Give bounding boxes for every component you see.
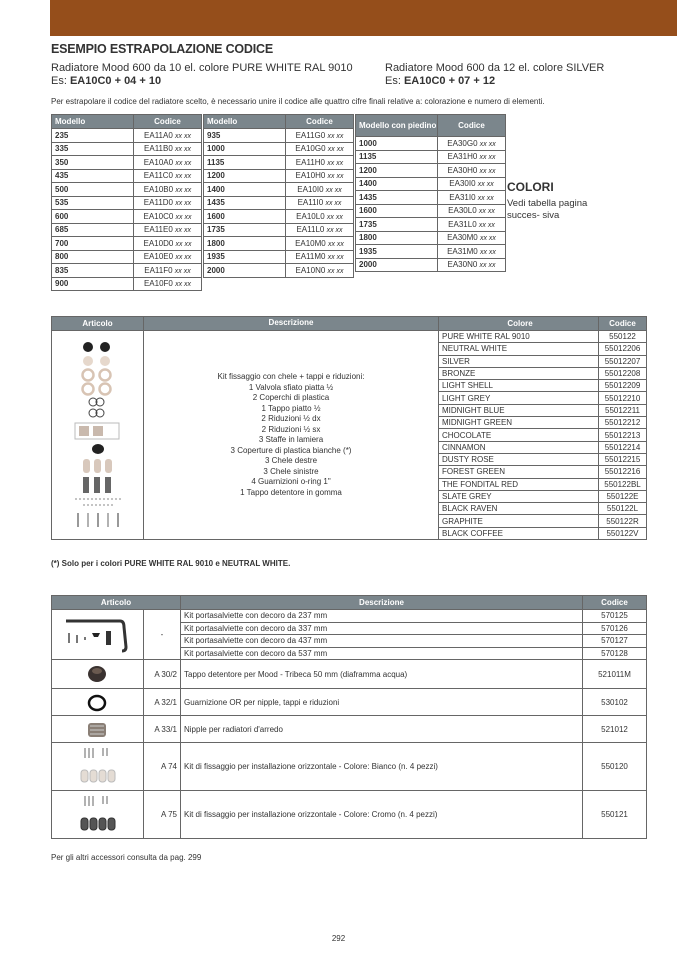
color-code: 55012215 [599, 453, 647, 465]
code-suffix: xx xx [327, 173, 344, 181]
code-suffix: xx xx [175, 227, 191, 235]
code-suffix: xx xx [479, 235, 496, 243]
description: Guarnizione OR per nipple, tappi e riduzioni [181, 689, 583, 716]
code-value: EA10G0 [295, 144, 326, 154]
code-cell [286, 264, 354, 278]
code-cell [134, 210, 202, 224]
col-header-desc: Descrizione [144, 317, 439, 331]
code-cell [438, 204, 506, 218]
code-cell [438, 164, 506, 178]
color-name: FOREST GREEN [439, 466, 599, 478]
col-header-codice: Codice [583, 596, 647, 610]
code-value: EA30I0 [449, 179, 476, 189]
code: 550121 [583, 791, 647, 839]
table-row [204, 210, 354, 224]
table-row [204, 223, 354, 237]
model-cell: 1735 [204, 223, 286, 237]
code-suffix: xx xx [325, 186, 342, 194]
description: Kit portasalviette con decoro da 337 mm [181, 622, 583, 635]
description: Kit di fissaggio per installazione orizzontale - Colore: Cromo (n. 4 pezzi) [181, 791, 583, 839]
table-row [204, 169, 354, 183]
model-cell: 1435 [204, 196, 286, 210]
example-1-text: Radiatore Mood 600 da 10 el. colore PURE WHITE RAL 9010 [51, 62, 353, 74]
color-code: 550122L [599, 503, 647, 515]
model-cell: 335 [52, 142, 134, 156]
code-suffix: xx xx [175, 281, 192, 289]
code-cell [438, 218, 506, 232]
example-2-prefix: Es: [385, 75, 404, 87]
code-suffix: xx xx [327, 146, 344, 154]
example-1-prefix: Es: [51, 75, 70, 87]
description: Kit portasalviette con decoro da 537 mm [181, 647, 583, 660]
code-cell [134, 237, 202, 251]
towel-rail-image-cell [52, 610, 144, 660]
table-row [356, 258, 506, 272]
code-value: EA11B0 [144, 144, 173, 154]
code-suffix: xx xx [175, 186, 192, 194]
code-value: EA10H0 [295, 171, 326, 181]
code-value: EA10F0 [143, 279, 173, 289]
table-row [52, 210, 202, 224]
model-cell: 1800 [356, 231, 438, 245]
code-suffix: xx xx [479, 248, 496, 256]
color-code: 550122 [599, 331, 647, 343]
table-row [52, 142, 202, 156]
code-cell [438, 150, 506, 164]
colori-text: Vedi tabella pagina succes- siva [507, 198, 588, 221]
color-code: 550122BL [599, 478, 647, 490]
description-line: 1 Valvola sfiato piatta ½ [248, 382, 334, 392]
color-name: BLACK COFFEE [439, 527, 599, 539]
col-header-codice: Codice [134, 115, 202, 129]
code-value: EA11I0 [297, 198, 324, 208]
description-line: 1 Tappo detentore in gomma [240, 487, 342, 497]
article-image-cell [52, 689, 144, 716]
model-cell: 800 [52, 250, 134, 264]
table-row [52, 196, 202, 210]
table-row [52, 689, 647, 716]
code-cell [286, 250, 354, 264]
code-suffix: xx xx [175, 200, 192, 208]
color-code: 550122V [599, 527, 647, 539]
code-value: EA10D0 [143, 238, 174, 248]
code-cell [134, 196, 202, 210]
code-suffix: xx xx [479, 262, 496, 270]
code-cell [134, 223, 202, 237]
code-value: EA10M0 [295, 238, 326, 248]
code-value: EA31L0 [448, 219, 477, 229]
col-header-modello: Modello con piedino [356, 115, 438, 137]
code-value: EA31M0 [447, 246, 478, 256]
table-row [204, 142, 354, 156]
model-cell: 1800 [204, 237, 286, 251]
example-2-text: Radiatore Mood 600 da 12 el. colore SILVER [385, 62, 605, 74]
code-value: EA30N0 [447, 260, 478, 270]
code-value: EA10C0 [143, 211, 174, 221]
table-row [52, 169, 202, 183]
kit-footnote: (*) Solo per i colori PURE WHITE RAL 9010 e NEUTRAL WHITE. [51, 559, 291, 568]
table-row [52, 156, 202, 170]
description-line: 3 Staffe in lamiera [258, 435, 324, 445]
code-suffix: xx xx [327, 159, 344, 167]
code-value: EA11L0 [296, 225, 325, 235]
color-code: 55012211 [599, 404, 647, 416]
code-value: EA11D0 [143, 198, 173, 208]
code-cell [286, 169, 354, 183]
model-cell: 1935 [356, 245, 438, 259]
accessories-footnote: Per gli altri accessori consulta da pag. 299 [51, 853, 202, 862]
code-cell [438, 177, 506, 191]
model-cell: 435 [52, 169, 134, 183]
model-cell: 535 [52, 196, 134, 210]
model-cell: 1400 [356, 177, 438, 191]
description: Nipple per radiatori d'arredo [181, 716, 583, 743]
table-row [356, 204, 506, 218]
color-code: 55012210 [599, 392, 647, 404]
table-row [356, 245, 506, 259]
model-cell: 1935 [204, 250, 286, 264]
table-row [204, 250, 354, 264]
model-cell: 1200 [204, 169, 286, 183]
model-cell: 1600 [204, 210, 286, 224]
model-cell: 1135 [356, 150, 438, 164]
description-line: 3 Chele destre [264, 456, 318, 466]
code-value: EA30G0 [447, 138, 478, 148]
table-row [356, 150, 506, 164]
code-value: EA11E0 [144, 225, 173, 235]
model-cell: 900 [52, 277, 134, 291]
model-cell: 1735 [356, 218, 438, 232]
table-row [356, 191, 506, 205]
model-cell: 1600 [356, 204, 438, 218]
code-suffix: xx xx [174, 267, 191, 275]
table-row [356, 218, 506, 232]
code-value: EA30L0 [448, 206, 477, 216]
code-value: EA11M0 [295, 252, 326, 262]
color-code: 55012216 [599, 466, 647, 478]
header-row [204, 115, 354, 129]
article-ref: A 30/2 [144, 660, 181, 689]
model-table-1 [51, 114, 202, 291]
article-image-cell [52, 716, 144, 743]
header-row [356, 115, 506, 137]
instruction-note: Per estrapolare il codice del radiatore scelto, è necessario unire il codice alle quattro cifre finali relative a: colorazione e numero di elementi. [51, 97, 545, 106]
color-name: MIDNIGHT GREEN [439, 417, 599, 429]
color-name: GRAPHITE [439, 515, 599, 527]
col-header-art: Articolo [52, 317, 144, 331]
code-cell [286, 210, 354, 224]
header-bar [50, 0, 677, 36]
code: 530102 [583, 689, 647, 716]
code-cell [134, 156, 202, 170]
code-cell [286, 156, 354, 170]
description-line: 3 Coperture di plastica bianche (*) [230, 445, 352, 455]
color-name: LIGHT SHELL [439, 380, 599, 392]
example-2 [385, 62, 604, 88]
code-suffix: xx xx [479, 167, 496, 175]
table-row [52, 129, 202, 143]
header-row [52, 596, 647, 610]
col-header-codice: Codice [438, 115, 506, 137]
table-row [204, 156, 354, 170]
o-ring-icon [77, 690, 119, 713]
code-cell [134, 142, 202, 156]
code-cell [286, 142, 354, 156]
code-value: EA11F0 [144, 265, 173, 275]
table-row [52, 660, 647, 689]
table-row [52, 743, 647, 791]
code-suffix: xx xx [477, 194, 494, 202]
header-row [52, 115, 202, 129]
model-cell: 700 [52, 237, 134, 251]
article-ref: A 32/1 [144, 689, 181, 716]
article-image-cell [52, 743, 144, 791]
model-cell: 685 [52, 223, 134, 237]
color-name: NEUTRAL WHITE [439, 343, 599, 355]
code-suffix: xx xx [327, 132, 344, 140]
color-name: SILVER [439, 355, 599, 367]
description-line: 2 Coperchi di plastica [252, 393, 330, 403]
code-value: EA11G0 [295, 130, 326, 140]
example-2-code: EA10C0 + 07 + 12 [403, 75, 496, 87]
code-cell [134, 169, 202, 183]
color-code: 55012206 [599, 343, 647, 355]
description-line: 1 Tappo piatto ½ [261, 403, 321, 413]
code-value: EA11C0 [143, 171, 173, 181]
col-header-codice: Codice [286, 115, 354, 129]
model-cell: 235 [52, 129, 134, 143]
description-line: 3 Chele sinistre [263, 466, 319, 476]
code-suffix: xx xx [327, 240, 344, 248]
code-suffix: xx xx [477, 181, 494, 189]
color-name: DUSTY ROSE [439, 453, 599, 465]
code-suffix: xx xx [479, 140, 496, 148]
code: 570126 [583, 622, 647, 635]
model-cell: 1435 [356, 191, 438, 205]
article-image-cell [52, 791, 144, 839]
table-row [52, 716, 647, 743]
color-name: CINNAMON [439, 441, 599, 453]
table-row [204, 237, 354, 251]
col-header-modello: Modello [52, 115, 134, 129]
cap-icon [77, 661, 119, 686]
example-1-code: EA10C0 + 04 + 10 [69, 75, 162, 87]
code-cell [134, 277, 202, 291]
table-row [52, 791, 647, 839]
description: Tappo detentore per Mood - Tribeca 50 mm (diaframma acqua) [181, 660, 583, 689]
code-value: EA11A0 [144, 130, 173, 140]
color-name: BLACK RAVEN [439, 503, 599, 515]
colori-title: COLORI [507, 180, 554, 194]
code-value: EA31I0 [449, 192, 476, 202]
fixing-kit-chrome-icon [77, 792, 119, 836]
table-row [52, 264, 202, 278]
table-row [52, 277, 202, 291]
code-suffix: xx xx [326, 213, 343, 221]
col-header-descrizione: Descrizione [181, 596, 583, 610]
model-cell: 1400 [204, 183, 286, 197]
code-suffix: xx xx [326, 227, 343, 235]
table-row [356, 164, 506, 178]
code-suffix: xx xx [478, 208, 495, 216]
model-cell: 500 [52, 183, 134, 197]
model-cell: 2000 [356, 258, 438, 272]
color-code: 55012209 [599, 380, 647, 392]
code-cell [438, 231, 506, 245]
code: 570127 [583, 635, 647, 648]
color-code: 55012213 [599, 429, 647, 441]
code-cell [286, 237, 354, 251]
code: 570128 [583, 647, 647, 660]
kit-parts-icon [63, 339, 133, 529]
code-cell [286, 196, 354, 210]
code-suffix: xx xx [175, 159, 192, 167]
code-suffix: xx xx [478, 221, 495, 229]
color-name: THE FONDITAL RED [439, 478, 599, 490]
table-row [204, 196, 354, 210]
table-row [356, 231, 506, 245]
model-table-feet [355, 114, 506, 272]
table-row [52, 183, 202, 197]
table-row [52, 610, 647, 623]
color-code: 55012208 [599, 367, 647, 379]
kit-image-cell [52, 331, 144, 540]
code-suffix: xx xx [325, 200, 342, 208]
table-row [356, 177, 506, 191]
model-cell: 2000 [204, 264, 286, 278]
code-cell [134, 264, 202, 278]
color-name: CHOCOLATE [439, 429, 599, 441]
table-row [52, 237, 202, 251]
page-number: 292 [331, 934, 346, 943]
code-suffix: xx xx [327, 254, 344, 262]
color-code: 55012207 [599, 355, 647, 367]
table-row [52, 223, 202, 237]
description: Kit portasalviette con decoro da 437 mm [181, 635, 583, 648]
article-ref: A 74 [144, 743, 181, 791]
color-name: PURE WHITE RAL 9010 [439, 331, 599, 343]
color-code: 550122R [599, 515, 647, 527]
code-suffix: xx xx [175, 146, 191, 154]
color-code: 55012212 [599, 417, 647, 429]
model-table-2 [203, 114, 354, 278]
code-suffix: xx xx [175, 240, 192, 248]
code-value: EA10E0 [143, 252, 174, 262]
towel-rail-icon [58, 613, 138, 655]
table-row [204, 183, 354, 197]
code: 550120 [583, 743, 647, 791]
col-header-col: Colore [439, 317, 599, 331]
kit-description [144, 331, 439, 540]
code-value: EA10A0 [143, 157, 174, 167]
description-line: Kit fissaggio con chele + tappi e riduzioni: [217, 372, 365, 382]
code-suffix: xx xx [175, 173, 192, 181]
code-cell [286, 129, 354, 143]
color-code: 55012214 [599, 441, 647, 453]
col-header-articolo: Articolo [52, 596, 181, 610]
code-cell [134, 129, 202, 143]
code-suffix: xx xx [327, 267, 344, 275]
code: 570125 [583, 610, 647, 623]
code: 521011M [583, 660, 647, 689]
color-name: LIGHT GREY [439, 392, 599, 404]
description-line: 4 Guarnizioni o-ring 1" [251, 477, 331, 487]
code-cell [286, 183, 354, 197]
code-value: EA10L0 [296, 211, 325, 221]
header-row [52, 317, 647, 331]
model-cell: 600 [52, 210, 134, 224]
code-value: EA10I0 [297, 184, 324, 194]
code-cell [438, 191, 506, 205]
color-name: SLATE GREY [439, 490, 599, 502]
nipple-icon [77, 717, 119, 740]
article-ref: A 75 [144, 791, 181, 839]
model-cell: 1000 [356, 137, 438, 151]
color-name: MIDNIGHT BLUE [439, 404, 599, 416]
code-suffix: xx xx [479, 154, 496, 162]
article-ref: - [144, 610, 181, 660]
article-ref: A 33/1 [144, 716, 181, 743]
code-cell [134, 183, 202, 197]
code-cell [438, 245, 506, 259]
section-title: ESEMPIO ESTRAPOLAZIONE CODICE [51, 42, 274, 56]
table-row [204, 129, 354, 143]
example-1 [51, 62, 353, 88]
code-suffix: xx xx [175, 132, 191, 140]
accessories-table [51, 595, 647, 839]
model-cell: 350 [52, 156, 134, 170]
model-cell: 835 [52, 264, 134, 278]
table-row [204, 264, 354, 278]
code-value: EA10N0 [295, 265, 326, 275]
code-value: EA10B0 [143, 184, 174, 194]
model-cell: 1135 [204, 156, 286, 170]
code: 521012 [583, 716, 647, 743]
description: Kit portasalviette con decoro da 237 mm [181, 610, 583, 623]
colori-box [507, 180, 607, 222]
article-image-cell [52, 660, 144, 689]
model-cell: 935 [204, 129, 286, 143]
code-cell [286, 223, 354, 237]
code-suffix: xx xx [175, 254, 192, 262]
table-row [52, 331, 647, 343]
col-header-modello: Modello [204, 115, 286, 129]
code-value: EA11H0 [295, 157, 325, 167]
code-value: EA30H0 [447, 165, 478, 175]
description: Kit di fissaggio per installazione orizzontale - Colore: Bianco (n. 4 pezzi) [181, 743, 583, 791]
color-code: 550122E [599, 490, 647, 502]
code-value: EA30M0 [447, 233, 478, 243]
table-row [356, 137, 506, 151]
model-cell: 1200 [356, 164, 438, 178]
description-line: 2 Riduzioni ½ sx [261, 424, 321, 434]
kit-table [51, 316, 647, 540]
table-row [52, 250, 202, 264]
code-cell [134, 250, 202, 264]
code-suffix: xx xx [175, 213, 192, 221]
col-header-cod: Codice [599, 317, 647, 331]
code-cell [438, 137, 506, 151]
color-name: BRONZE [439, 367, 599, 379]
fixing-kit-white-icon [77, 744, 119, 788]
code-cell [438, 258, 506, 272]
description-line: 2 Riduzioni ½ dx [261, 414, 321, 424]
model-cell: 1000 [204, 142, 286, 156]
code-value: EA31H0 [447, 152, 478, 162]
